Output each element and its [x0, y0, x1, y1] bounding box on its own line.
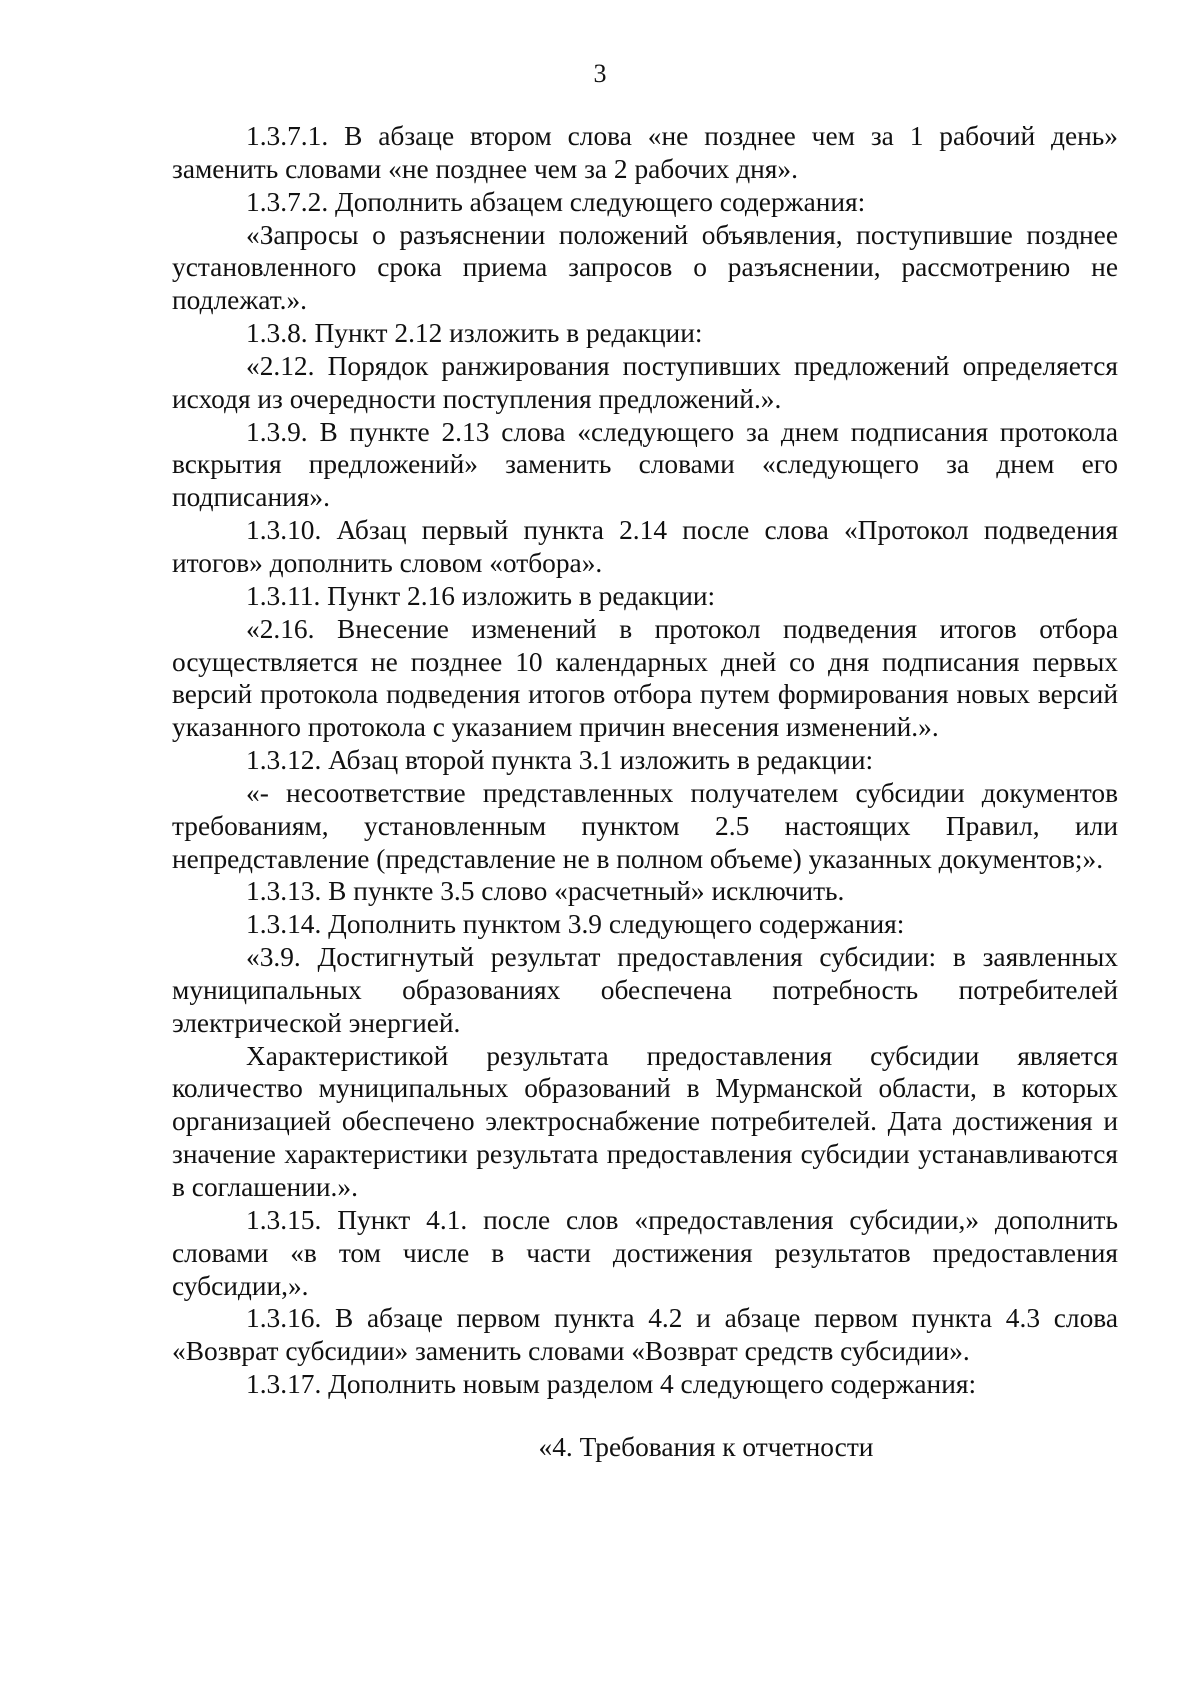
paragraph-1-3-7-1: 1.3.7.1. В абзаце втором слова «не позднее чем за 1 рабочий день» заменить словами «не позднее чем за 2 рабочих дня». — [172, 121, 1118, 184]
section-heading: «4. Требования к отчетности — [538, 1431, 874, 1462]
page-number: 3 — [593, 59, 607, 88]
paragraph-1-3-10: 1.3.10. Абзац первый пункта 2.14 после слова «Протокол подведения итогов» дополнить словом «отбора». — [172, 515, 1118, 578]
paragraph-1-3-12: 1.3.12. Абзац второй пункта 3.1 изложить в редакции: — [246, 745, 874, 776]
quoted-paragraph-nonconformity: «- несоответствие представленных получателем субсидии документов требованиям, установленным пунктом 2.5 настоящих Правил, или непредставление (представление не в полном объеме) указанных документов;». — [172, 777, 1118, 874]
paragraph-1-3-15: 1.3.15. Пункт 4.1. после слов «предоставления субсидии,» дополнить словами «в том числе в части достижения результатов предоставления субсидии,». — [172, 1204, 1118, 1301]
paragraph-result-characteristic: Характеристикой результата предоставления субсидии является количество муниципальных образований в Мурманской области, в которых организацией обеспечено электроснабжение потребителей. Дата достижения и значение характеристики результата предоставления субсидии устанавливаются в соглашении.». — [172, 1040, 1118, 1202]
quoted-paragraph-2-12: «2.12. Порядок ранжирования поступивших предложений определяется исходя из очередности поступления предложений.». — [172, 350, 1118, 414]
paragraph-1-3-8: 1.3.8. Пункт 2.12 изложить в редакции: — [246, 318, 703, 349]
quoted-paragraph-2-16: «2.16. Внесение изменений в протокол подведения итогов отбора осуществляется не позднее 10 календарных дней со дня подписания первых версий протокола подведения итогов отбора путем формирования новых версий указанного протокола с указанием причин внесения изменений.». — [172, 613, 1118, 743]
paragraph-1-3-7-2: 1.3.7.2. Дополнить абзацем следующего содержания: — [246, 186, 866, 217]
paragraph-1-3-17: 1.3.17. Дополнить новым разделом 4 следующего содержания: — [246, 1369, 977, 1400]
paragraph-1-3-9: 1.3.9. В пункте 2.13 слова «следующего за днем подписания протокола вскрытия предложений» заменить словами «следующего за днем его подписания». — [172, 416, 1118, 513]
paragraph-1-3-14: 1.3.14. Дополнить пунктом 3.9 следующего содержания: — [246, 909, 905, 940]
document-body — [172, 120, 1118, 1464]
quoted-paragraph-requests: «Запросы о разъяснении положений объявления, поступившие позднее установленного срока приема запросов о разъяснении, рассмотрению не подлежат.». — [172, 219, 1118, 316]
paragraph-1-3-13: 1.3.13. В пункте 3.5 слово «расчетный» исключить. — [246, 876, 845, 907]
paragraph-1-3-16: 1.3.16. В абзаце первом пункта 4.2 и абзаце первом пункта 4.3 слова «Возврат субсидии» заменить словами «Возврат средств субсидии». — [172, 1303, 1118, 1367]
paragraph-1-3-11: 1.3.11. Пункт 2.16 изложить в редакции: — [246, 580, 716, 611]
quoted-paragraph-3-9: «3.9. Достигнутый результат предоставления субсидии: в заявленных муниципальных образованиях обеспечена потребность потребителей электрической энергией. — [172, 942, 1118, 1038]
